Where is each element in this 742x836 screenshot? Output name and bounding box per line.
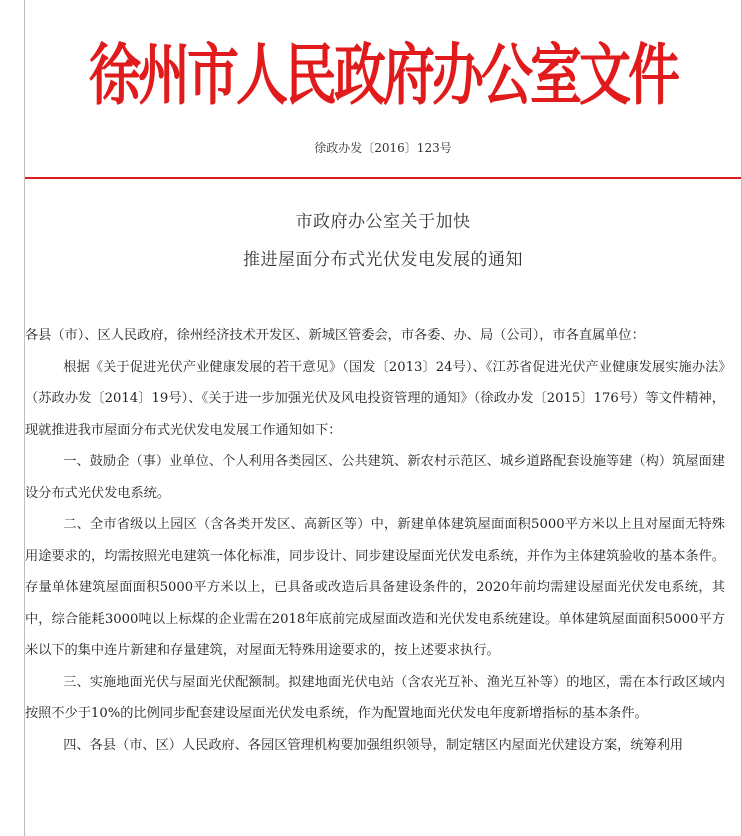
addressee-paragraph: 各县（市）、区人民政府，徐州经济技术开发区、新城区管委会，市各委、办、局（公司），市各直属单位： (25, 328, 645, 343)
document-header-title: 徐州市人民政府办公室文件 (88, 36, 677, 115)
item-3-paragraph: 三、实施地面光伏与屋面光伏配额制。拟建地面光伏电站（含农光互补、渔光互补等）的地区，需在本行政区域内按照不少于10%的比例同步配套建设屋面光伏发电系统，作为配置地面光伏发电年度新增指标的基本条件。 (25, 674, 725, 721)
item-1-paragraph: 一、鼓励企（事）业单位、个人利用各类园区、公共建筑、新农村示范区、城乡道路配套设施等建（构）筑屋面建设分布式光伏发电系统。 (25, 454, 725, 501)
notice-title-line-1: 市政府办公室关于加快 (295, 212, 471, 232)
intro-paragraph: 根据《关于促进光伏产业健康发展的若干意见》（国发〔2013〕24号）、《江苏省促进光伏产业健康发展实施办法》（苏政办发〔2014〕19号）、《关于进一步加强光伏及风电投资管理的通知》（徐政办发〔2015〕176号）等文件精神，现就推进我市屋面分布式光伏发电发展工作通知如下： (25, 359, 725, 438)
notice-title-line-2: 推进屋面分布式光伏发电发展的通知 (243, 250, 523, 270)
document-number: 徐政办发〔2016〕123号 (314, 141, 452, 155)
item-4-paragraph: 四、各县（市、区）人民政府、各园区管理机构要加强组织领导，制定辖区内屋面光伏建设方案，统筹利用 (63, 737, 684, 753)
item-2-paragraph: 二、全市省级以上园区（含各类开发区、高新区等）中，新建单体建筑屋面面积5000平方米以上且对屋面无特殊用途要求的，均需按照光电建筑一体化标准，同步设计、同步建设屋面光伏发电系统，并作为主体建筑验收的基本条件。存量单体建筑屋面面积5000平方米以上，已具备或改造后具备建设条件的，2020年前均需建设屋面光伏发电系统，其中，综合能耗3000吨以上标煤的企业需在2018年底前完成屋面改造和光伏发电系统建设。单体建筑屋面面积5000平方米以下的集中连片新建和存量建筑，对屋面无特殊用途要求的，按上述要求执行。 (25, 517, 725, 658)
document-page (24, 0, 742, 836)
document-body (25, 320, 725, 761)
header-divider-line (24, 177, 742, 179)
